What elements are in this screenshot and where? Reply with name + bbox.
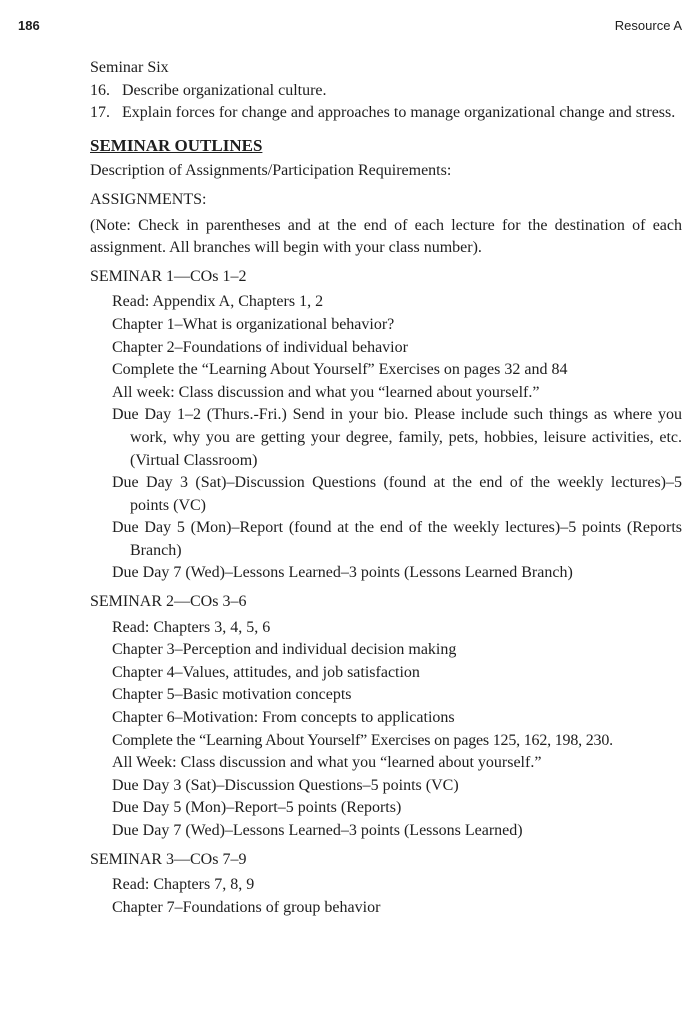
seminar-3-line: Read: Chapters 7, 8, 9 bbox=[112, 876, 255, 894]
objective-text: Explain forces for change and approaches to manage organizational change and stress. bbox=[122, 104, 676, 122]
objective-item bbox=[90, 102, 682, 125]
seminar-1-line: Chapter 2–Foundations of individual behavior bbox=[112, 338, 408, 356]
seminar-outlines-heading: SEMINAR OUTLINES bbox=[90, 135, 263, 155]
seminar-1-line: Due Day 5 (Mon)–Report (found at the end of the weekly lectures)–5 points (Reports Branch) bbox=[112, 519, 682, 559]
seminar-1-line: Read: Appendix A, Chapters 1, 2 bbox=[112, 293, 324, 311]
seminar-2-line: Due Day 5 (Mon)–Report–5 points (Reports) bbox=[112, 799, 402, 817]
objective-number: 16. bbox=[90, 81, 110, 99]
seminar-2-line: Chapter 5–Basic motivation concepts bbox=[112, 686, 352, 704]
objective-number: 17. bbox=[90, 104, 110, 122]
seminar-2-line: Chapter 4–Values, attitudes, and job satisfaction bbox=[112, 663, 420, 681]
seminar-3-line: Chapter 7–Foundations of group behavior bbox=[112, 898, 381, 916]
seminar-1-title: SEMINAR 1—COs 1–2 bbox=[90, 267, 247, 285]
section-title: Resource A bbox=[614, 18, 682, 33]
page-content bbox=[90, 57, 682, 919]
seminar-1-line: All week: Class discussion and what you “learned about yourself.” bbox=[112, 383, 540, 401]
seminar-3-title: SEMINAR 3—COs 7–9 bbox=[90, 850, 247, 868]
seminar-1-line: Due Day 3 (Sat)–Discussion Questions (found at the end of the weekly lectures)–5 points (VC) bbox=[112, 474, 682, 514]
page-header bbox=[18, 18, 682, 38]
seminar-2-line: All Week: Class discussion and what you “learned about yourself.” bbox=[112, 754, 542, 772]
seminar-2-line: Due Day 3 (Sat)–Discussion Questions–5 points (VC) bbox=[112, 776, 459, 794]
page-number: 186 bbox=[18, 18, 40, 33]
assignments-label: ASSIGNMENTS: bbox=[90, 190, 207, 208]
outlines-description: Description of Assignments/Participation Requirements: bbox=[90, 162, 452, 180]
seminar-1-line: Chapter 1–What is organizational behavior? bbox=[112, 315, 395, 333]
seminar-six-title: Seminar Six bbox=[90, 59, 169, 76]
seminar-1-line: Due Day 1–2 (Thurs.-Fri.) Send in your bio. Please include such things as where you work, why you are getting your degree, family, pets, hobbies, leisure activities, etc. (Virtual Classroom) bbox=[112, 406, 682, 469]
seminar-2-line: Due Day 7 (Wed)–Lessons Learned–3 points (Lessons Learned) bbox=[112, 822, 523, 839]
seminar-2-line: Chapter 3–Perception and individual decision making bbox=[112, 641, 457, 659]
assignments-note: (Note: Check in parentheses and at the end of each lecture for the destination of each assignment. All branches will begin with your class number). bbox=[90, 216, 682, 257]
seminar-1-line: Complete the “Learning About Yourself” Exercises on pages 32 and 84 bbox=[112, 361, 568, 379]
seminar-1-line: Due Day 7 (Wed)–Lessons Learned–3 points (Lessons Learned Branch) bbox=[112, 564, 573, 582]
objective-item bbox=[90, 80, 682, 103]
seminar-2-line: Chapter 6–Motivation: From concepts to applications bbox=[112, 709, 455, 727]
seminar-2-title: SEMINAR 2—COs 3–6 bbox=[90, 593, 247, 611]
seminar-2-line: Complete the “Learning About Yourself” Exercises on pages 125, 162, 198, 230. bbox=[112, 731, 613, 749]
objective-text: Describe organizational culture. bbox=[122, 81, 327, 99]
seminar-2-line: Read: Chapters 3, 4, 5, 6 bbox=[112, 618, 271, 636]
